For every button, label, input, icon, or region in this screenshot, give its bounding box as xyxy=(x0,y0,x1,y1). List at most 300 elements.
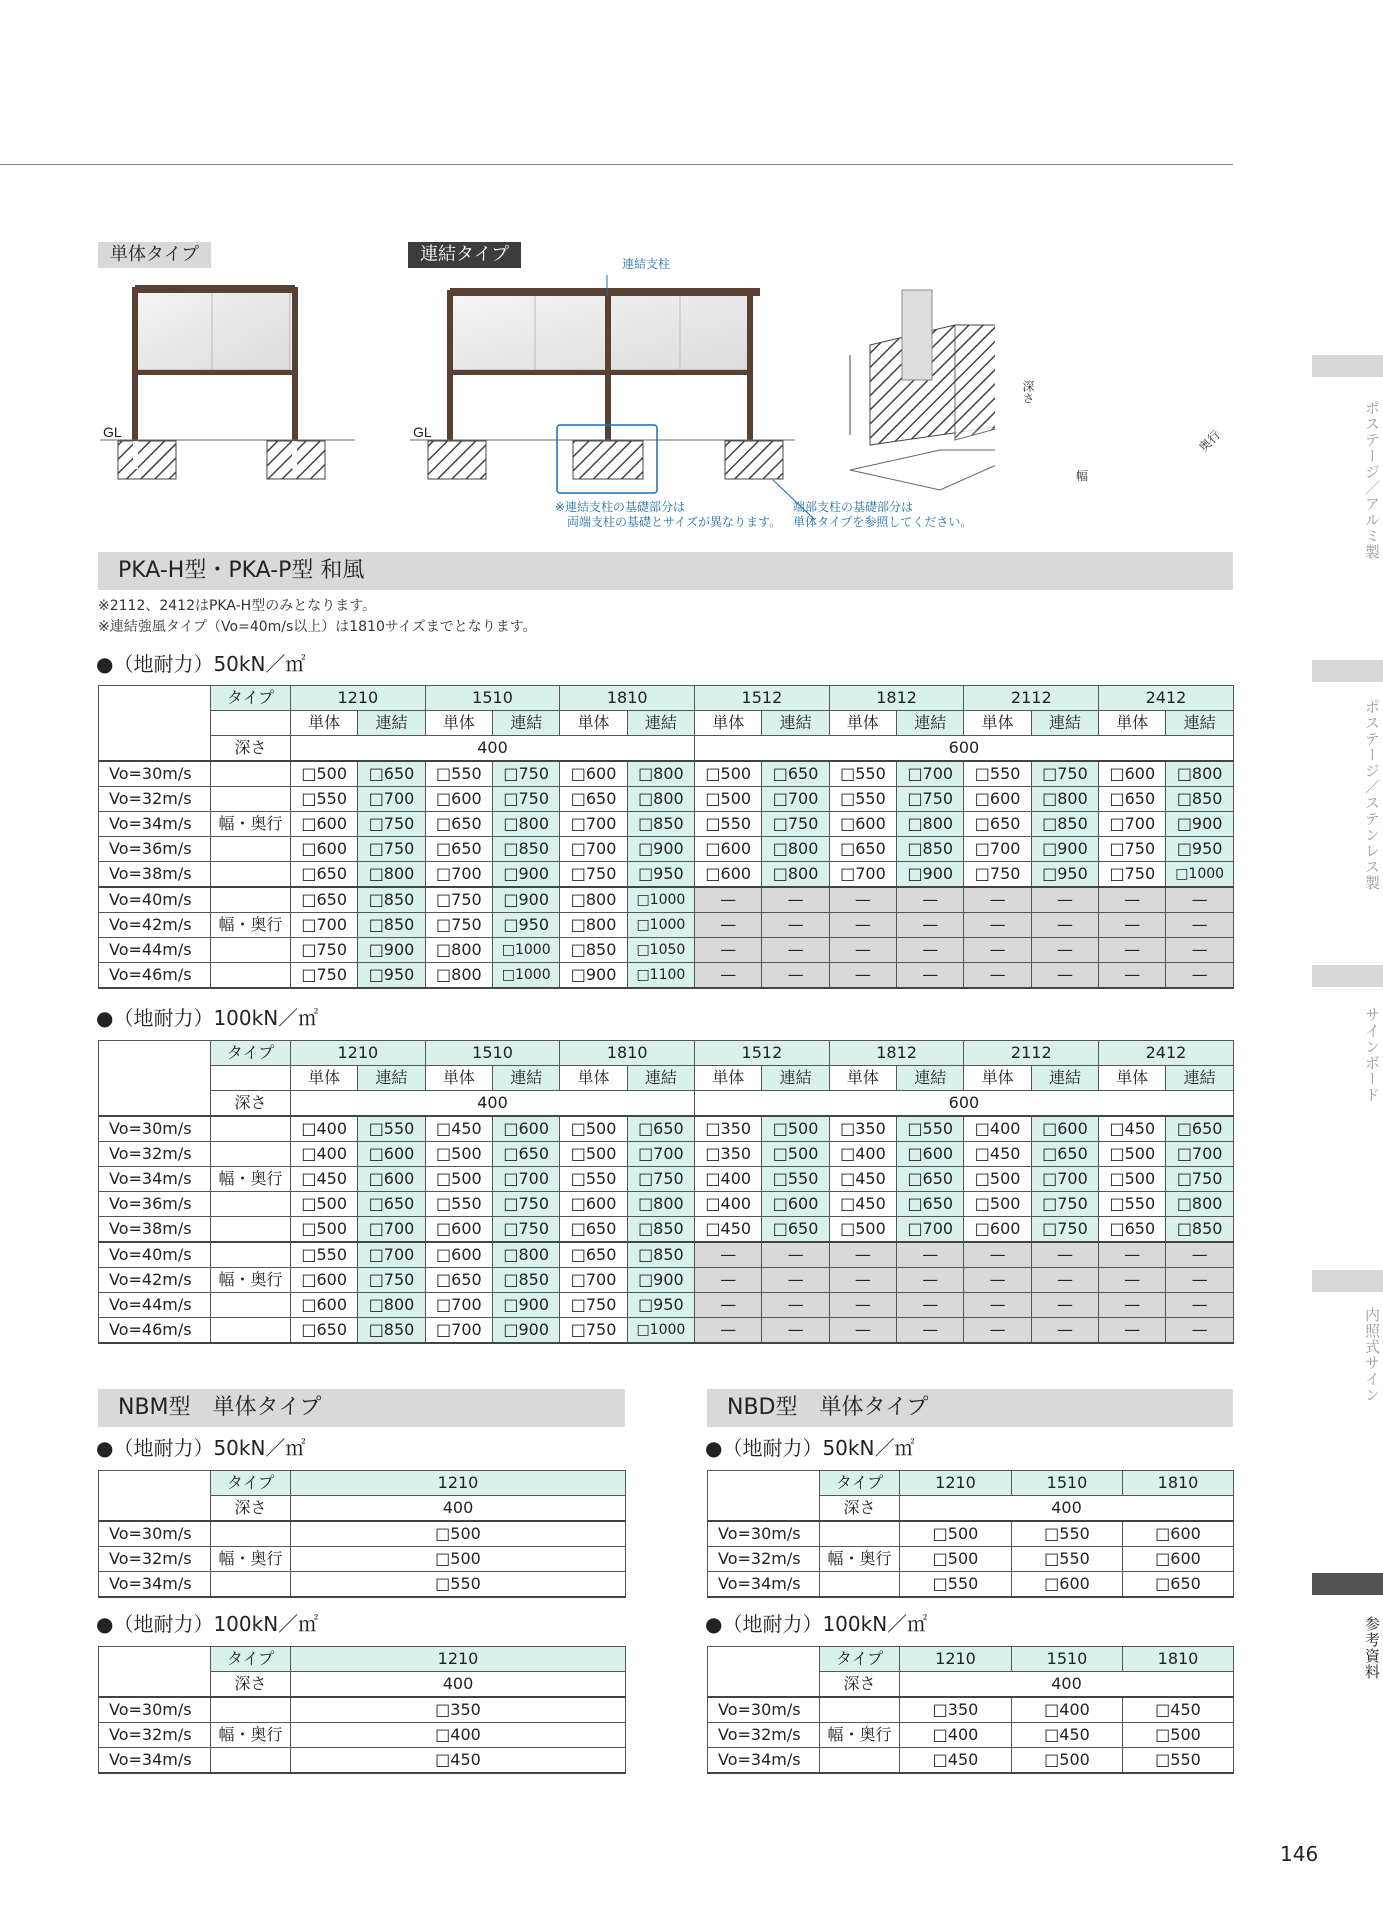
table-cell: □700 xyxy=(829,862,896,888)
table-cell: □850 xyxy=(560,938,627,963)
note-end-line2: 単体タイプを参照してください。 xyxy=(793,515,973,529)
table-cell: □550 xyxy=(695,812,762,837)
table-cell: □800 xyxy=(1166,1192,1233,1217)
table-row xyxy=(99,913,1234,938)
note-end-line1: 端部支柱の基礎部分は xyxy=(793,500,914,514)
table-cell: □400 xyxy=(964,1116,1031,1142)
table-cell: □750 xyxy=(1166,1167,1233,1192)
table-cell: □550 xyxy=(425,1192,492,1217)
sidebar-tab-signboard[interactable] xyxy=(1312,965,1383,987)
table-cell xyxy=(211,1697,291,1723)
table-cell: 1812 xyxy=(829,686,964,711)
table-cell: □900 xyxy=(1031,837,1098,862)
table-cell: □600 xyxy=(291,812,358,837)
table-cell: □500 xyxy=(900,1521,1012,1547)
table-cell: — xyxy=(695,938,762,963)
table-cell: 連結 xyxy=(627,711,694,736)
table-cell: □650 xyxy=(493,1142,560,1167)
table-cell: 連結 xyxy=(1031,1066,1098,1091)
table-cell: □500 xyxy=(291,1217,358,1243)
table-cell: 深さ xyxy=(211,1672,291,1698)
table-cell: □750 xyxy=(1031,1217,1098,1243)
table-cell: □900 xyxy=(897,862,964,888)
table-row xyxy=(99,1293,1234,1318)
table-cell: □600 xyxy=(762,1192,829,1217)
table-cell xyxy=(211,837,291,862)
table-row xyxy=(708,1748,1234,1774)
table-cell: □600 xyxy=(695,837,762,862)
table-cell: □600 xyxy=(1123,1521,1234,1547)
table-cell: □500 xyxy=(964,1167,1031,1192)
table-cell: — xyxy=(897,1242,964,1268)
table-cell: □500 xyxy=(1012,1748,1123,1774)
table-row xyxy=(99,1471,626,1496)
table-row xyxy=(99,1318,1234,1344)
pka-50kn-table xyxy=(98,685,1234,989)
table-cell: 単体 xyxy=(291,1066,358,1091)
table-cell xyxy=(211,1748,291,1774)
table-cell: — xyxy=(695,1242,762,1268)
table-cell: □900 xyxy=(560,963,627,989)
top-rule xyxy=(0,164,1233,165)
table-cell: — xyxy=(762,1242,829,1268)
table-cell: 幅・奥行 xyxy=(211,1547,291,1572)
table-cell: — xyxy=(1099,963,1166,989)
table-cell: Vo=40m/s xyxy=(99,1242,211,1268)
sidebar-tab-aluminum[interactable] xyxy=(1312,355,1383,377)
table-cell: Vo=34m/s xyxy=(708,1572,820,1598)
table-cell: □400 xyxy=(1012,1697,1123,1723)
note-linked-line2: 両端支柱の基礎とサイズが異なります。 xyxy=(567,515,782,529)
table-cell: □550 xyxy=(1012,1547,1123,1572)
table-cell: Vo=30m/s xyxy=(99,761,211,787)
table-cell: — xyxy=(1031,1242,1098,1268)
table-cell: □500 xyxy=(560,1142,627,1167)
table-cell: □700 xyxy=(964,837,1031,862)
table-cell: — xyxy=(897,913,964,938)
table-cell: □450 xyxy=(900,1748,1012,1774)
table-cell: □700 xyxy=(560,812,627,837)
sidebar-tab-reference[interactable] xyxy=(1312,1573,1383,1595)
table-cell: □550 xyxy=(1099,1192,1166,1217)
table-cell: □1050 xyxy=(627,938,694,963)
table-cell: □650 xyxy=(829,837,896,862)
table-cell xyxy=(708,1471,820,1522)
table-cell: □1000 xyxy=(627,887,694,913)
table-cell: — xyxy=(964,913,1031,938)
nbd-100kn-table xyxy=(707,1646,1234,1774)
table-cell: □750 xyxy=(493,1217,560,1243)
table-row xyxy=(99,1647,626,1672)
table-cell xyxy=(211,1521,291,1547)
table-row xyxy=(708,1697,1234,1723)
table-cell: □900 xyxy=(493,862,560,888)
table-row xyxy=(99,812,1234,837)
table-cell xyxy=(211,1116,291,1142)
table-cell: □800 xyxy=(560,913,627,938)
table-cell: □450 xyxy=(291,1167,358,1192)
table-cell: □600 xyxy=(1031,1116,1098,1142)
table-cell: 1512 xyxy=(695,1041,830,1066)
table-cell: □600 xyxy=(1012,1572,1123,1598)
table-cell: 1210 xyxy=(291,686,426,711)
table-cell: □950 xyxy=(1031,862,1098,888)
table-cell: □450 xyxy=(964,1142,1031,1167)
table-cell: Vo=32m/s xyxy=(99,787,211,812)
table-cell: □600 xyxy=(291,837,358,862)
table-cell: — xyxy=(897,887,964,913)
table-cell: □850 xyxy=(627,1242,694,1268)
table-cell: — xyxy=(829,1242,896,1268)
sidebar-item-lit-sign[interactable]: 内照式サイン xyxy=(1363,1307,1381,1403)
sidebar-tab-stainless[interactable] xyxy=(1312,660,1383,682)
table-cell: 連結 xyxy=(762,1066,829,1091)
table-cell xyxy=(211,887,291,913)
table-cell: □350 xyxy=(291,1697,626,1723)
table-cell: □700 xyxy=(627,1142,694,1167)
table-cell: □650 xyxy=(560,1217,627,1243)
table-cell: □400 xyxy=(829,1142,896,1167)
structure-diagram xyxy=(95,255,995,535)
table-cell: 1510 xyxy=(1012,1471,1123,1496)
table-cell: 1810 xyxy=(1123,1647,1234,1672)
table-cell: 単体 xyxy=(1099,1066,1166,1091)
table-cell: □650 xyxy=(425,1268,492,1293)
table-cell: □700 xyxy=(358,787,425,812)
table-cell: — xyxy=(695,1318,762,1344)
table-cell: □900 xyxy=(627,1268,694,1293)
table-cell: □650 xyxy=(1099,1217,1166,1243)
table-cell: □600 xyxy=(897,1142,964,1167)
table-cell: □750 xyxy=(291,963,358,989)
table-cell: □450 xyxy=(291,1748,626,1774)
table-cell: □500 xyxy=(695,787,762,812)
table-cell: Vo=36m/s xyxy=(99,837,211,862)
table-cell: 単体 xyxy=(964,1066,1031,1091)
table-cell: Vo=38m/s xyxy=(99,862,211,888)
table-cell: □750 xyxy=(358,1268,425,1293)
table-cell: □750 xyxy=(493,787,560,812)
table-cell: □500 xyxy=(900,1547,1012,1572)
table-cell: □800 xyxy=(762,862,829,888)
table-cell: 2112 xyxy=(964,1041,1099,1066)
table-cell: — xyxy=(762,963,829,989)
sidebar-item-stainless[interactable]: ポステージ／ステンレス製 xyxy=(1363,699,1381,891)
table-cell: Vo=34m/s xyxy=(99,1572,211,1598)
table-cell: □550 xyxy=(358,1116,425,1142)
table-cell: — xyxy=(1099,1242,1166,1268)
table-cell: □750 xyxy=(358,837,425,862)
table-cell: — xyxy=(762,1318,829,1344)
table-cell: タイプ xyxy=(211,1647,291,1672)
table-cell: 連結 xyxy=(493,1066,560,1091)
table-cell: □550 xyxy=(897,1116,964,1142)
table-cell: □650 xyxy=(425,812,492,837)
table-cell: □950 xyxy=(627,1293,694,1318)
table-cell: □500 xyxy=(762,1116,829,1142)
table-row xyxy=(99,686,1234,711)
table-cell xyxy=(820,1697,900,1723)
table-cell: □600 xyxy=(358,1142,425,1167)
table-cell: — xyxy=(964,1293,1031,1318)
table-cell: □600 xyxy=(291,1293,358,1318)
table-cell: □750 xyxy=(425,913,492,938)
table-cell: Vo=30m/s xyxy=(708,1697,820,1723)
table-cell: □800 xyxy=(762,837,829,862)
table-cell: 1210 xyxy=(900,1647,1012,1672)
table-row xyxy=(99,1242,1234,1268)
table-cell: Vo=44m/s xyxy=(99,1293,211,1318)
table-cell: □400 xyxy=(900,1723,1012,1748)
table-cell: 連結 xyxy=(358,711,425,736)
table-cell: □700 xyxy=(425,862,492,888)
table-row xyxy=(708,1647,1234,1672)
table-cell: 単体 xyxy=(695,711,762,736)
table-cell: □400 xyxy=(695,1167,762,1192)
table-cell: □450 xyxy=(1099,1116,1166,1142)
table-cell: — xyxy=(964,938,1031,963)
table-cell: □500 xyxy=(291,1192,358,1217)
table-cell: □550 xyxy=(1123,1748,1234,1774)
table-cell: — xyxy=(1166,887,1233,913)
table-cell: 連結 xyxy=(1166,711,1233,736)
table-cell: □800 xyxy=(627,1192,694,1217)
gl-label-linked: GL xyxy=(413,424,432,440)
sidebar-item-aluminum[interactable]: ポステージ／アルミ製 xyxy=(1363,400,1381,560)
table-cell: □1000 xyxy=(493,938,560,963)
table-row xyxy=(99,1268,1234,1293)
table-cell: □600 xyxy=(291,1268,358,1293)
table-cell: □800 xyxy=(560,887,627,913)
table-cell: □500 xyxy=(1099,1167,1166,1192)
table-cell: タイプ xyxy=(211,686,291,711)
table-cell: 幅・奥行 xyxy=(211,913,291,938)
table-cell: — xyxy=(1099,1293,1166,1318)
table-cell: Vo=30m/s xyxy=(99,1697,211,1723)
table-cell: □500 xyxy=(964,1192,1031,1217)
table-cell: — xyxy=(762,913,829,938)
table-cell: □700 xyxy=(1166,1142,1233,1167)
table-cell: 1210 xyxy=(900,1471,1012,1496)
nbd-50-title: ●（地耐力）50kN／㎡ xyxy=(705,1436,915,1460)
table-cell: Vo=32m/s xyxy=(99,1142,211,1167)
table-cell: 幅・奥行 xyxy=(211,1723,291,1748)
table-cell: — xyxy=(897,938,964,963)
table-cell xyxy=(99,1647,211,1698)
table-cell: タイプ xyxy=(820,1471,900,1496)
table-cell: — xyxy=(897,1318,964,1344)
table-cell: □650 xyxy=(1099,787,1166,812)
table-cell: □450 xyxy=(1123,1697,1234,1723)
table-cell: □700 xyxy=(762,787,829,812)
table-cell: □500 xyxy=(291,761,358,787)
gl-label-single: GL xyxy=(103,424,122,440)
table-cell: □600 xyxy=(829,812,896,837)
table-row xyxy=(99,1066,1234,1091)
table-cell xyxy=(211,787,291,812)
table-cell: 深さ xyxy=(211,736,291,762)
linked-post-label: 連結支柱 xyxy=(622,257,671,271)
table-row xyxy=(708,1572,1234,1598)
table-cell: □1000 xyxy=(627,1318,694,1344)
table-cell: □700 xyxy=(1099,812,1166,837)
table-cell: タイプ xyxy=(211,1471,291,1496)
table-cell: □600 xyxy=(425,787,492,812)
table-row xyxy=(99,711,1234,736)
table-cell: Vo=46m/s xyxy=(99,1318,211,1344)
table-cell: □650 xyxy=(897,1192,964,1217)
nbm-100kn-table xyxy=(98,1646,626,1774)
pka-50-title: ●（地耐力）50kN／㎡ xyxy=(96,652,306,676)
table-cell: □850 xyxy=(627,812,694,837)
table-row xyxy=(99,862,1234,888)
table-cell: □650 xyxy=(291,1318,358,1344)
table-cell: □700 xyxy=(897,1217,964,1243)
table-cell: □600 xyxy=(358,1167,425,1192)
nbd-section-title: NBD型 単体タイプ xyxy=(707,1389,1233,1427)
page-number: 146 xyxy=(1280,1842,1319,1866)
table-cell: □550 xyxy=(900,1572,1012,1598)
table-cell: □650 xyxy=(762,761,829,787)
table-cell: 単体 xyxy=(560,711,627,736)
table-cell: □750 xyxy=(1031,1192,1098,1217)
table-cell: — xyxy=(1031,1293,1098,1318)
table-row xyxy=(99,1521,626,1547)
table-cell: □350 xyxy=(829,1116,896,1142)
table-cell: □650 xyxy=(291,887,358,913)
table-cell: □450 xyxy=(425,1116,492,1142)
table-cell: □700 xyxy=(560,1268,627,1293)
table-cell: □600 xyxy=(964,787,1031,812)
table-cell: — xyxy=(762,887,829,913)
table-cell: — xyxy=(897,1293,964,1318)
table-row xyxy=(708,1471,1234,1496)
table-cell: — xyxy=(964,887,1031,913)
table-cell: □800 xyxy=(1166,761,1233,787)
table-cell: — xyxy=(1031,938,1098,963)
table-cell: □750 xyxy=(627,1167,694,1192)
table-cell: Vo=38m/s xyxy=(99,1217,211,1243)
table-cell: □850 xyxy=(627,1217,694,1243)
table-cell: □850 xyxy=(493,1268,560,1293)
table-cell: □850 xyxy=(1166,1217,1233,1243)
table-cell: — xyxy=(695,1268,762,1293)
table-cell: — xyxy=(964,963,1031,989)
table-cell: □650 xyxy=(291,862,358,888)
table-cell: 1210 xyxy=(291,1471,626,1496)
table-cell: Vo=42m/s xyxy=(99,1268,211,1293)
table-row xyxy=(99,887,1234,913)
table-cell: □650 xyxy=(897,1167,964,1192)
table-cell xyxy=(820,1572,900,1598)
table-cell: □850 xyxy=(358,887,425,913)
table-cell: □700 xyxy=(425,1293,492,1318)
sidebar-item-signboard[interactable]: サインボード xyxy=(1363,1007,1381,1103)
table-cell: □800 xyxy=(897,812,964,837)
table-row xyxy=(99,761,1234,787)
table-cell: 単体 xyxy=(829,711,896,736)
table-cell: □600 xyxy=(695,862,762,888)
pka-section-title: PKA-H型・PKA-P型 和風 xyxy=(98,552,1233,590)
table-cell: — xyxy=(897,963,964,989)
table-cell: 連結 xyxy=(493,711,560,736)
table-cell: □650 xyxy=(1166,1116,1233,1142)
table-cell xyxy=(99,1041,211,1117)
table-cell: □900 xyxy=(358,938,425,963)
table-cell: Vo=46m/s xyxy=(99,963,211,989)
table-cell: □950 xyxy=(1166,837,1233,862)
table-cell: 400 xyxy=(291,1496,626,1522)
table-cell: □900 xyxy=(627,837,694,862)
single-type-tag: 単体タイプ xyxy=(98,242,211,268)
table-cell: □500 xyxy=(560,1116,627,1142)
table-row xyxy=(99,1041,1234,1066)
table-cell: — xyxy=(964,1242,1031,1268)
table-cell: □750 xyxy=(897,787,964,812)
table-cell: □850 xyxy=(897,837,964,862)
table-cell: □550 xyxy=(762,1167,829,1192)
nbm-section-title: NBM型 単体タイプ xyxy=(98,1389,625,1427)
table-cell: □800 xyxy=(358,862,425,888)
table-cell: □500 xyxy=(695,761,762,787)
sidebar-item-reference[interactable]: 参考資料 xyxy=(1363,1616,1381,1680)
table-cell: □400 xyxy=(291,1142,358,1167)
pka-100-title: ●（地耐力）100kN／㎡ xyxy=(96,1006,319,1030)
table-cell: Vo=32m/s xyxy=(99,1547,211,1572)
table-cell: □900 xyxy=(1166,812,1233,837)
table-cell: — xyxy=(1031,913,1098,938)
table-cell: □400 xyxy=(291,1116,358,1142)
table-cell: Vo=36m/s xyxy=(99,1192,211,1217)
table-cell: □750 xyxy=(493,1192,560,1217)
table-cell: 単体 xyxy=(425,711,492,736)
table-cell: □650 xyxy=(762,1217,829,1243)
nbm-100-title: ●（地耐力）100kN／㎡ xyxy=(96,1612,319,1636)
table-cell: 連結 xyxy=(897,1066,964,1091)
length-label: 奥行 xyxy=(1196,427,1224,455)
table-cell: □650 xyxy=(964,812,1031,837)
table-cell: □850 xyxy=(493,837,560,862)
table-cell: □1000 xyxy=(627,913,694,938)
table-cell: □950 xyxy=(627,862,694,888)
sidebar-tab-lit-sign[interactable] xyxy=(1312,1270,1383,1292)
table-cell: □500 xyxy=(762,1142,829,1167)
table-cell: — xyxy=(762,1293,829,1318)
table-cell: — xyxy=(829,887,896,913)
table-cell: 連結 xyxy=(627,1066,694,1091)
table-cell: 単体 xyxy=(425,1066,492,1091)
table-cell: — xyxy=(829,1318,896,1344)
table-cell: 深さ xyxy=(211,1496,291,1522)
table-cell: □600 xyxy=(1123,1547,1234,1572)
table-cell: □650 xyxy=(1031,1142,1098,1167)
table-cell: — xyxy=(1166,1293,1233,1318)
table-cell: — xyxy=(964,1318,1031,1344)
linked-type-tag: 連結タイプ xyxy=(408,242,521,268)
table-cell: □600 xyxy=(964,1217,1031,1243)
table-cell: □550 xyxy=(291,1242,358,1268)
table-cell: □550 xyxy=(829,761,896,787)
table-cell: □800 xyxy=(425,938,492,963)
table-row xyxy=(99,1697,626,1723)
table-cell xyxy=(820,1748,900,1774)
table-row xyxy=(99,1116,1234,1142)
table-cell: □650 xyxy=(425,837,492,862)
table-cell: — xyxy=(1031,963,1098,989)
table-cell: 深さ xyxy=(211,1091,291,1117)
table-cell: — xyxy=(1099,1318,1166,1344)
table-row xyxy=(99,1748,626,1774)
